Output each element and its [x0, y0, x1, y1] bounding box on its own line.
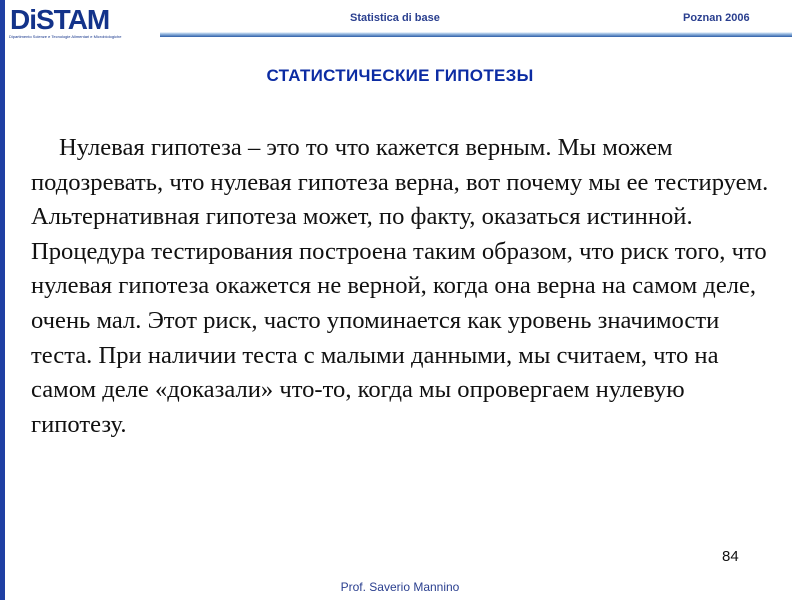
header-divider: [160, 32, 792, 37]
header-location: Poznan 2006: [683, 12, 750, 24]
header-course-title: Statistica di base: [350, 12, 440, 24]
left-accent-strip: [0, 0, 5, 600]
page-number: 84: [722, 548, 739, 565]
distam-logo: [4, 4, 154, 42]
logo-subtitle: Dipartimento Scienze e Tecnologie Alimentari e Microbiologiche: [9, 34, 122, 39]
logo-mark: DiSTAM: [10, 4, 110, 35]
slide-body-text: Нулевая гипотеза – это то что кажется верным. Мы можем подозревать, что нулевая гипотеза верна, вот почему мы ее тестируем. Альтернативная гипотеза может, по факту, оказаться истинной. Процедура тестирования построена таким образом, что риск того, что нулевая гипотеза окажется не верной, когда она верна на самом деле, очень мал. Этот риск, часто упоминается как уровень значимости теста. При наличии теста с малыми данными, мы считаем, что на самом деле «доказали» что-то, когда мы опровергаем нулевую гипотезу.: [31, 134, 769, 438]
slide-header: [0, 0, 800, 44]
footer-author: Prof. Saverio Mannino: [340, 580, 460, 594]
slide-title: СТАТИСТИЧЕСКИЕ ГИПОТЕЗЫ: [266, 66, 534, 85]
